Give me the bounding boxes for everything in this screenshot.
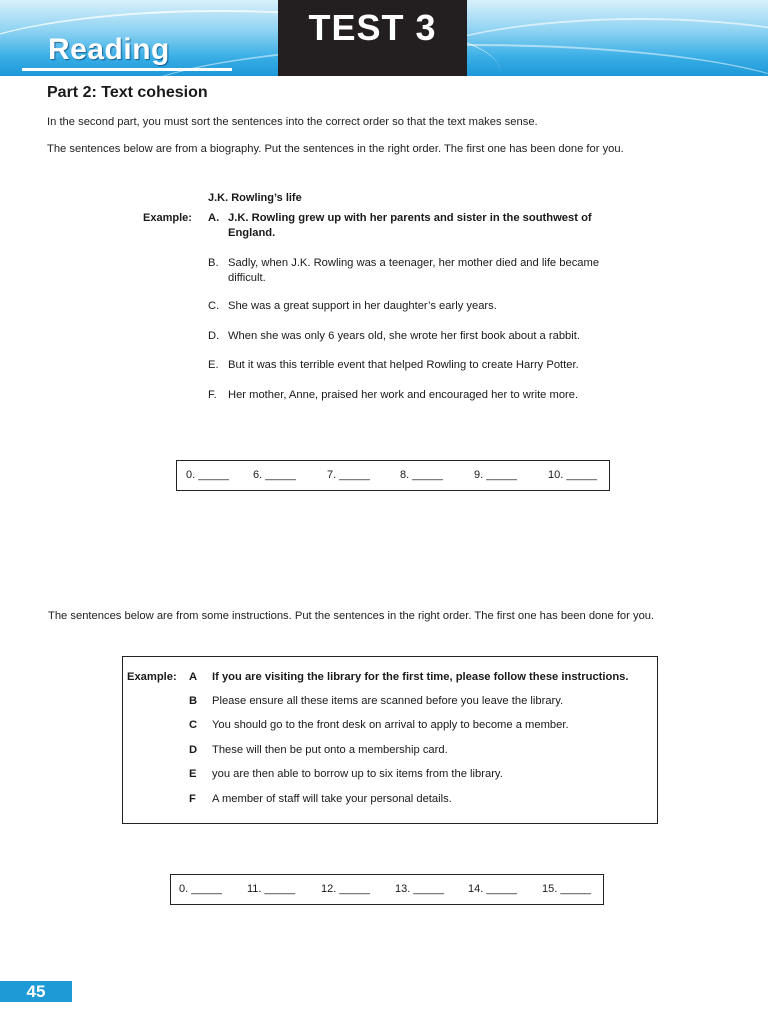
instruction-letter: D [189,744,198,756]
instruction-letter: C [189,719,198,731]
instruction-letter: F [189,793,196,805]
part-heading: Part 2: Text cohesion [47,84,208,101]
answer-slot-14[interactable]: 14. _____ [468,883,517,895]
sentence-text: She was a great support in her daughter’s early years. [228,300,497,312]
page-header [0,0,768,76]
answer-slot-7[interactable]: 7. _____ [327,469,370,481]
answer-slot-0[interactable]: 0. _____ [186,469,229,481]
instruction-text: If you are visiting the library for the first time, please follow these instructions. [212,671,629,683]
biography-instruction: The sentences below are from a biography. Put the sentences in the right order. The first one has been done for you. [47,143,624,155]
sentence-text: When she was only 6 years old, she wrote her first book about a rabbit. [228,330,580,342]
sentence-text: Sadly, when J.K. Rowling was a teenager, her mother died and life became difficult. [228,257,600,284]
section-title: Reading [48,33,170,66]
example-label: Example: [143,212,192,224]
instructions-answer-box [170,874,604,905]
biography-title: J.K. Rowling’s life [208,192,302,204]
instruction-text: you are then able to borrow up to six items from the library. [212,768,503,780]
sentence-letter: F. [208,389,217,401]
sentence-letter: D. [208,330,220,342]
sentence-text: But it was this terrible event that helped Rowling to create Harry Potter. [228,359,579,371]
instruction-text: You should go to the front desk on arrival to apply to become a member. [212,719,569,731]
test-label-box [278,0,467,76]
answer-slot-8[interactable]: 8. _____ [400,469,443,481]
instructions-box [122,656,658,824]
instruction-letter: E [189,768,197,780]
answer-slot-9[interactable]: 9. _____ [474,469,517,481]
example-label: Example: [127,671,177,683]
answer-slot-6[interactable]: 6. _____ [253,469,296,481]
answer-slot-10[interactable]: 10. _____ [548,469,597,481]
instruction-letter: A [189,671,198,683]
biography-answer-box [176,460,610,491]
sentence-text: Her mother, Anne, praised her work and encouraged her to write more. [228,389,579,401]
answer-slot-15[interactable]: 15. _____ [542,883,591,895]
answer-slot-11[interactable]: 11. _____ [247,883,296,895]
sentence-letter: C. [208,300,220,312]
part-intro: In the second part, you must sort the sentences into the correct order so that the text makes sense. [47,116,538,128]
answer-slot-13[interactable]: 13. _____ [395,883,444,895]
sentence-letter: E. [208,359,219,371]
instructions-intro: The sentences below are from some instructions. Put the sentences in the right order. The first one has been done for you. [48,610,655,622]
instruction-text: Please ensure all these items are scanned before you leave the library. [212,695,564,707]
sentence-letter: B. [208,257,219,269]
instruction-text: A member of staff will take your personal details. [212,793,452,805]
page-number: 45 [0,981,72,1002]
sentence-text: J.K. Rowling grew up with her parents and sister in the southwest of England. [228,212,592,239]
section-title-underline [22,68,232,71]
sentence-letter: A. [208,212,220,224]
instruction-text: These will then be put onto a membership card. [212,744,448,756]
test-label: TEST 3 [308,7,437,48]
instruction-letter: B [189,695,198,707]
answer-slot-12[interactable]: 12. _____ [321,883,370,895]
answer-slot-0[interactable]: 0. _____ [179,883,222,895]
